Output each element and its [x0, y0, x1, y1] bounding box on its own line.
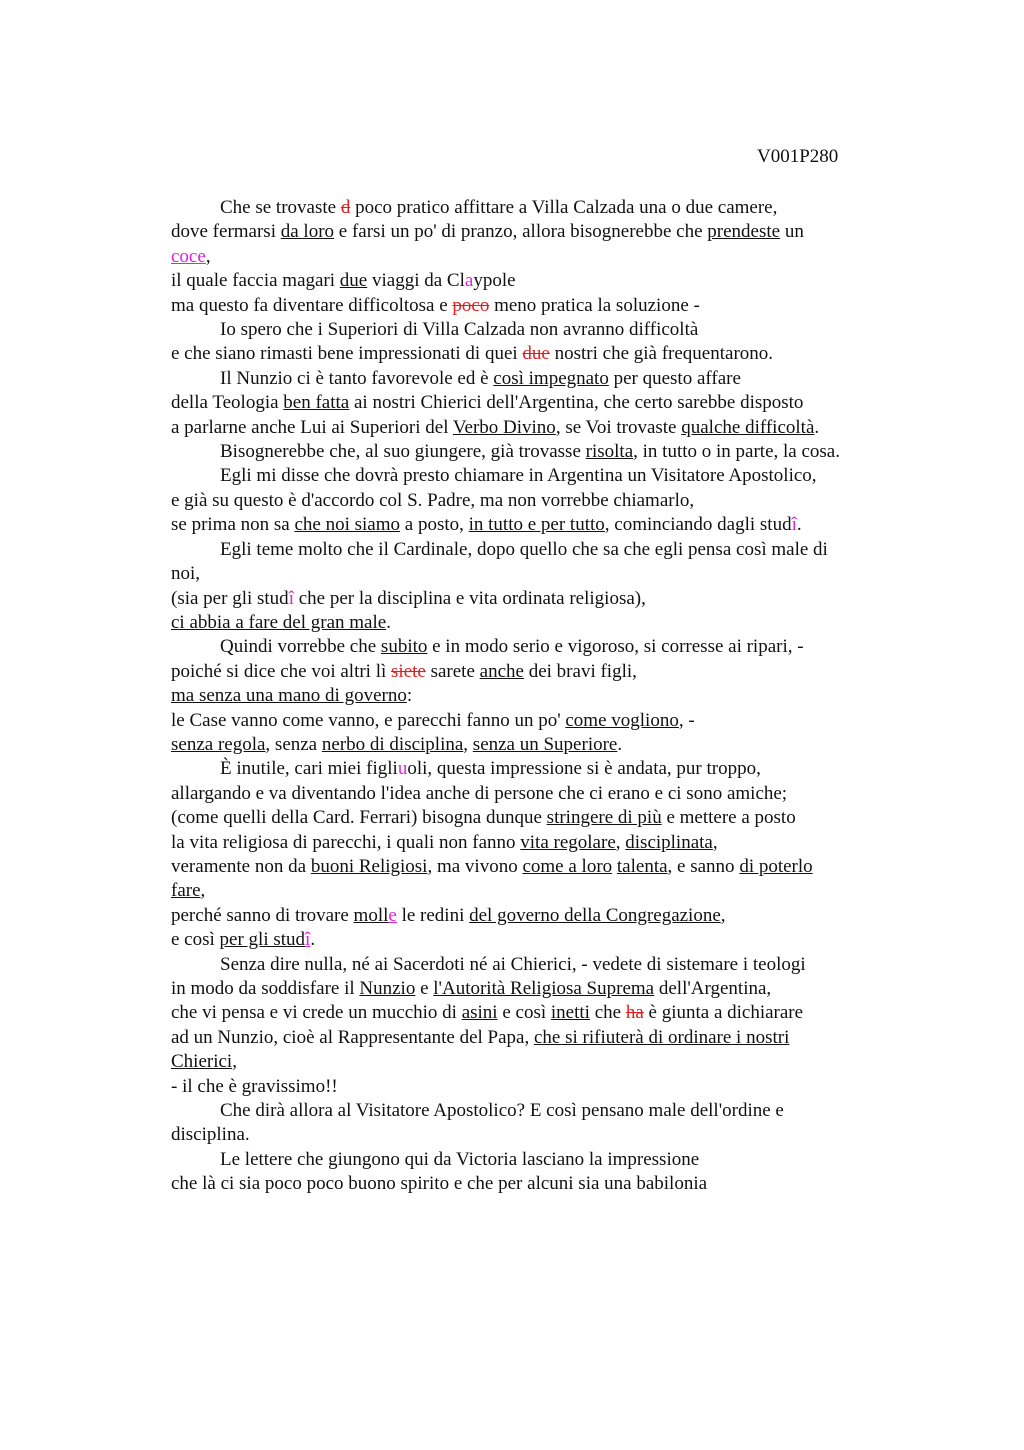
text-line — [171, 489, 901, 513]
text-line — [171, 294, 901, 318]
text-segment: veramente non da — [171, 855, 311, 877]
text-line — [171, 1148, 901, 1172]
text-segment: noi, — [171, 563, 201, 585]
corrected-text: coce — [171, 245, 206, 267]
underlined-text: come vogliono — [565, 709, 679, 731]
underlined-text: che noi siamo — [294, 514, 401, 536]
underlined-text: da loro — [280, 221, 335, 243]
deleted-text: poco — [452, 294, 490, 316]
corrected-text: î — [305, 929, 311, 951]
text-segment: , — [232, 1051, 237, 1073]
text-segment: dove fermarsi — [171, 221, 281, 243]
text-line — [171, 245, 901, 269]
deleted-text: ha — [625, 1002, 644, 1024]
text-line — [171, 1001, 901, 1025]
text-line — [171, 464, 901, 488]
text-segment: , — [200, 880, 206, 902]
text-line — [171, 757, 901, 781]
underlined-text: Nunzio — [359, 978, 416, 999]
text-segment: , — [712, 831, 718, 853]
text-segment: un — [780, 221, 804, 243]
text-segment: a posto, — [400, 514, 469, 536]
text-line — [171, 1050, 901, 1074]
text-segment: e — [415, 978, 434, 999]
underlined-text: Verbo Divino — [452, 416, 556, 438]
text-line — [171, 196, 901, 220]
underlined-text: nerbo di disciplina — [321, 733, 464, 755]
text-line — [171, 391, 901, 415]
text-line — [171, 904, 901, 928]
underlined-text: qualche difficoltà — [681, 416, 815, 438]
text-segment: perché sanno di trovare — [171, 904, 354, 926]
text-segment: Che dirà allora al Visitatore Apostolico? E così pensano male dell'ordine e — [220, 1100, 784, 1122]
text-segment: : — [406, 685, 413, 707]
text-line — [171, 635, 901, 659]
text-segment: il quale faccia magari — [171, 270, 340, 292]
text-segment: , e sanno — [667, 855, 740, 877]
underlined-text: ma senza una mano di governo — [171, 685, 407, 707]
text-segment: , — [463, 733, 473, 755]
underlined-text: due — [339, 270, 368, 292]
text-segment: Senza dire nulla, né ai Sacerdoti né ai Chierici, - vedete di sistemare i teologi — [220, 953, 806, 975]
text-segment: che per la disciplina e vita ordinata religiosa), — [293, 587, 646, 609]
text-line — [171, 831, 901, 855]
text-segment: viaggi da Cl — [367, 270, 465, 292]
deleted-text: d — [340, 197, 351, 218]
underlined-text: per gli stud — [219, 929, 306, 951]
text-segment: ypole — [473, 270, 516, 292]
underlined-text: asini — [461, 1002, 498, 1024]
text-segment: ma questo fa diventare difficoltosa e — [171, 294, 453, 316]
underlined-text: in tutto e per tutto — [468, 514, 605, 536]
text-line — [171, 928, 901, 952]
text-segment: dell'Argentina, — [654, 978, 772, 999]
underlined-text: come a loro — [522, 855, 613, 877]
text-segment: della Teologia — [171, 392, 284, 414]
text-segment: le redini — [396, 904, 470, 926]
text-segment: e che siano rimasti bene impressionati di quei — [171, 343, 523, 365]
text-segment: Egli mi disse che dovrà presto chiamare in Argentina un Visitatore Apostolico, — [220, 465, 817, 487]
text-segment: poco pratico affittare a Villa Calzada una o due camere, — [350, 197, 778, 218]
deleted-text: siete — [391, 660, 426, 682]
text-line — [171, 538, 901, 562]
text-segment: Egli teme molto che il Cardinale, dopo quello che sa che egli pensa così male di — [220, 538, 828, 560]
text-segment: che — [589, 1002, 626, 1024]
text-segment: e già su questo è d'accordo col S. Padre, ma non vorrebbe chiamarlo, — [171, 489, 695, 511]
text-segment: , se Voi trovaste — [555, 416, 682, 438]
text-line — [171, 440, 901, 464]
underlined-text: fare — [171, 880, 201, 902]
text-segment: È inutile, cari miei figli — [220, 758, 398, 780]
text-segment: . — [310, 929, 316, 951]
text-line — [171, 1026, 901, 1050]
underlined-text: prendeste — [707, 221, 781, 243]
underlined-text: vita regolare — [520, 831, 616, 853]
text-segment: la vita religiosa di parecchi, i quali non fanno — [171, 831, 521, 853]
text-segment: poiché si dice che voi altri lì — [171, 660, 392, 682]
text-segment: Bisognerebbe che, al suo giungere, già trovasse — [220, 441, 586, 463]
underlined-text: del governo della Congregazione — [469, 904, 721, 926]
text-line — [171, 587, 901, 611]
text-segment: - il che è gravissimo!! — [171, 1075, 338, 1097]
underlined-text: moll — [353, 904, 389, 926]
text-segment: che vi pensa e vi crede un mucchio di — [171, 1002, 462, 1024]
text-segment: . — [386, 611, 391, 633]
text-line — [171, 513, 901, 537]
text-line — [171, 562, 901, 586]
text-segment: , — [615, 831, 626, 853]
text-segment: . — [617, 733, 623, 755]
underlined-text: ben fatta — [283, 392, 350, 414]
underlined-text: senza un Superiore — [472, 733, 618, 755]
underlined-text: che si rifiuterà di ordinare i nostri — [534, 1026, 790, 1048]
text-segment: sarete — [425, 660, 480, 682]
text-segment: Le lettere che giungono qui da Victoria lasciano la impressione — [220, 1148, 700, 1170]
text-segment: nostri che già frequentarono. — [549, 343, 774, 365]
corrected-text: a — [464, 270, 474, 292]
text-line — [171, 611, 901, 635]
corrected-text: î — [288, 587, 294, 609]
text-line — [171, 660, 901, 684]
deleted-text: due — [522, 343, 550, 365]
underlined-text: disciplinata — [625, 831, 713, 853]
underlined-text: buoni Religiosi — [310, 855, 428, 877]
text-line — [171, 416, 901, 440]
text-line — [171, 1172, 901, 1196]
text-segment: , ma vivono — [427, 855, 523, 877]
text-line — [171, 342, 901, 366]
text-segment: e così — [497, 1002, 551, 1024]
text-segment: . — [814, 416, 820, 438]
text-segment: , senza — [265, 733, 322, 755]
text-segment: se prima non sa — [171, 514, 295, 536]
text-segment: che là ci sia poco poco buono spirito e che per alcuni sia una babilonia — [171, 1173, 708, 1195]
text-segment: , - — [678, 709, 695, 731]
text-segment: . — [796, 514, 802, 536]
underlined-text: ci abbia a fare del gran male — [171, 611, 387, 633]
text-line — [171, 855, 901, 879]
text-line — [171, 953, 901, 977]
text-segment: , in tutto o in parte, la cosa. — [633, 441, 840, 463]
text-segment: per questo affare — [608, 367, 741, 389]
text-segment: ad un Nunzio, cioè al Rappresentante del Papa, — [171, 1026, 534, 1048]
text-segment: a parlarne anche Lui ai Superiori del — [171, 416, 453, 438]
text-segment: , — [720, 904, 726, 926]
underlined-text: anche — [479, 660, 524, 682]
text-segment: dei bravi figli, — [523, 660, 637, 682]
underlined-text: talenta — [616, 855, 668, 877]
text-segment: le Case vanno come vanno, e parecchi fanno un po' — [171, 709, 566, 731]
text-line — [171, 684, 901, 708]
text-segment: Io spero che i Superiori di Villa Calzada non avranno difficoltà — [220, 319, 699, 341]
underlined-text: stringere di più — [546, 807, 662, 829]
text-line — [171, 269, 901, 293]
text-segment: in modo da soddisfare il — [171, 978, 360, 999]
text-segment: disciplina. — [171, 1124, 250, 1146]
corrected-text: e — [388, 904, 397, 926]
text-segment: , — [205, 245, 211, 267]
text-segment: , cominciando dagli stud — [604, 514, 792, 536]
text-segment: e così — [171, 929, 220, 951]
text-line — [171, 1099, 901, 1123]
text-line — [171, 318, 901, 342]
text-segment: è giunta a dichiarare — [643, 1002, 804, 1024]
underlined-text: subito — [380, 636, 428, 658]
text-segment: e farsi un po' di pranzo, allora bisognerebbe che — [334, 221, 708, 243]
text-line — [171, 709, 901, 733]
underlined-text: inetti — [550, 1002, 590, 1024]
text-segment: e in modo serio e vigoroso, si corresse ai ripari, - — [427, 636, 804, 658]
text-line — [171, 1075, 901, 1099]
text-segment: (come quelli della Card. Ferrari) bisogna dunque — [171, 807, 547, 829]
text-segment: e mettere a posto — [661, 807, 796, 829]
underlined-text: risolta — [585, 441, 634, 463]
text-segment: Che se trovaste — [220, 197, 341, 218]
text-segment: meno pratica la soluzione - — [489, 294, 700, 316]
corrected-text: î — [791, 514, 797, 536]
text-line — [171, 367, 901, 391]
text-segment: oli, questa impressione si è andata, pur troppo, — [407, 758, 761, 780]
text-line — [171, 977, 901, 1001]
page-reference: V001P280 — [757, 146, 839, 167]
underlined-text: di poterlo — [739, 855, 813, 877]
text-line — [171, 782, 901, 806]
letter-body — [171, 196, 901, 1197]
underlined-text: così impegnato — [493, 367, 609, 389]
text-line — [171, 733, 901, 757]
text-segment: Il Nunzio ci è tanto favorevole ed è — [220, 367, 494, 389]
text-segment: Quindi vorrebbe che — [220, 636, 381, 658]
underlined-text: l'Autorità Religiosa Suprema — [433, 978, 655, 999]
corrected-text: u — [397, 758, 408, 780]
text-segment: allargando e va diventando l'idea anche di persone che ci erano e ci sono amiche; — [171, 782, 788, 804]
text-segment: ai nostri Chierici dell'Argentina, che certo sarebbe disposto — [349, 392, 804, 414]
underlined-text: senza regola — [171, 733, 266, 755]
underlined-text: Chierici — [171, 1051, 233, 1073]
text-line — [171, 879, 901, 903]
text-line — [171, 220, 901, 244]
text-line — [171, 1123, 901, 1147]
text-line — [171, 806, 901, 830]
text-segment: (sia per gli stud — [171, 587, 289, 609]
